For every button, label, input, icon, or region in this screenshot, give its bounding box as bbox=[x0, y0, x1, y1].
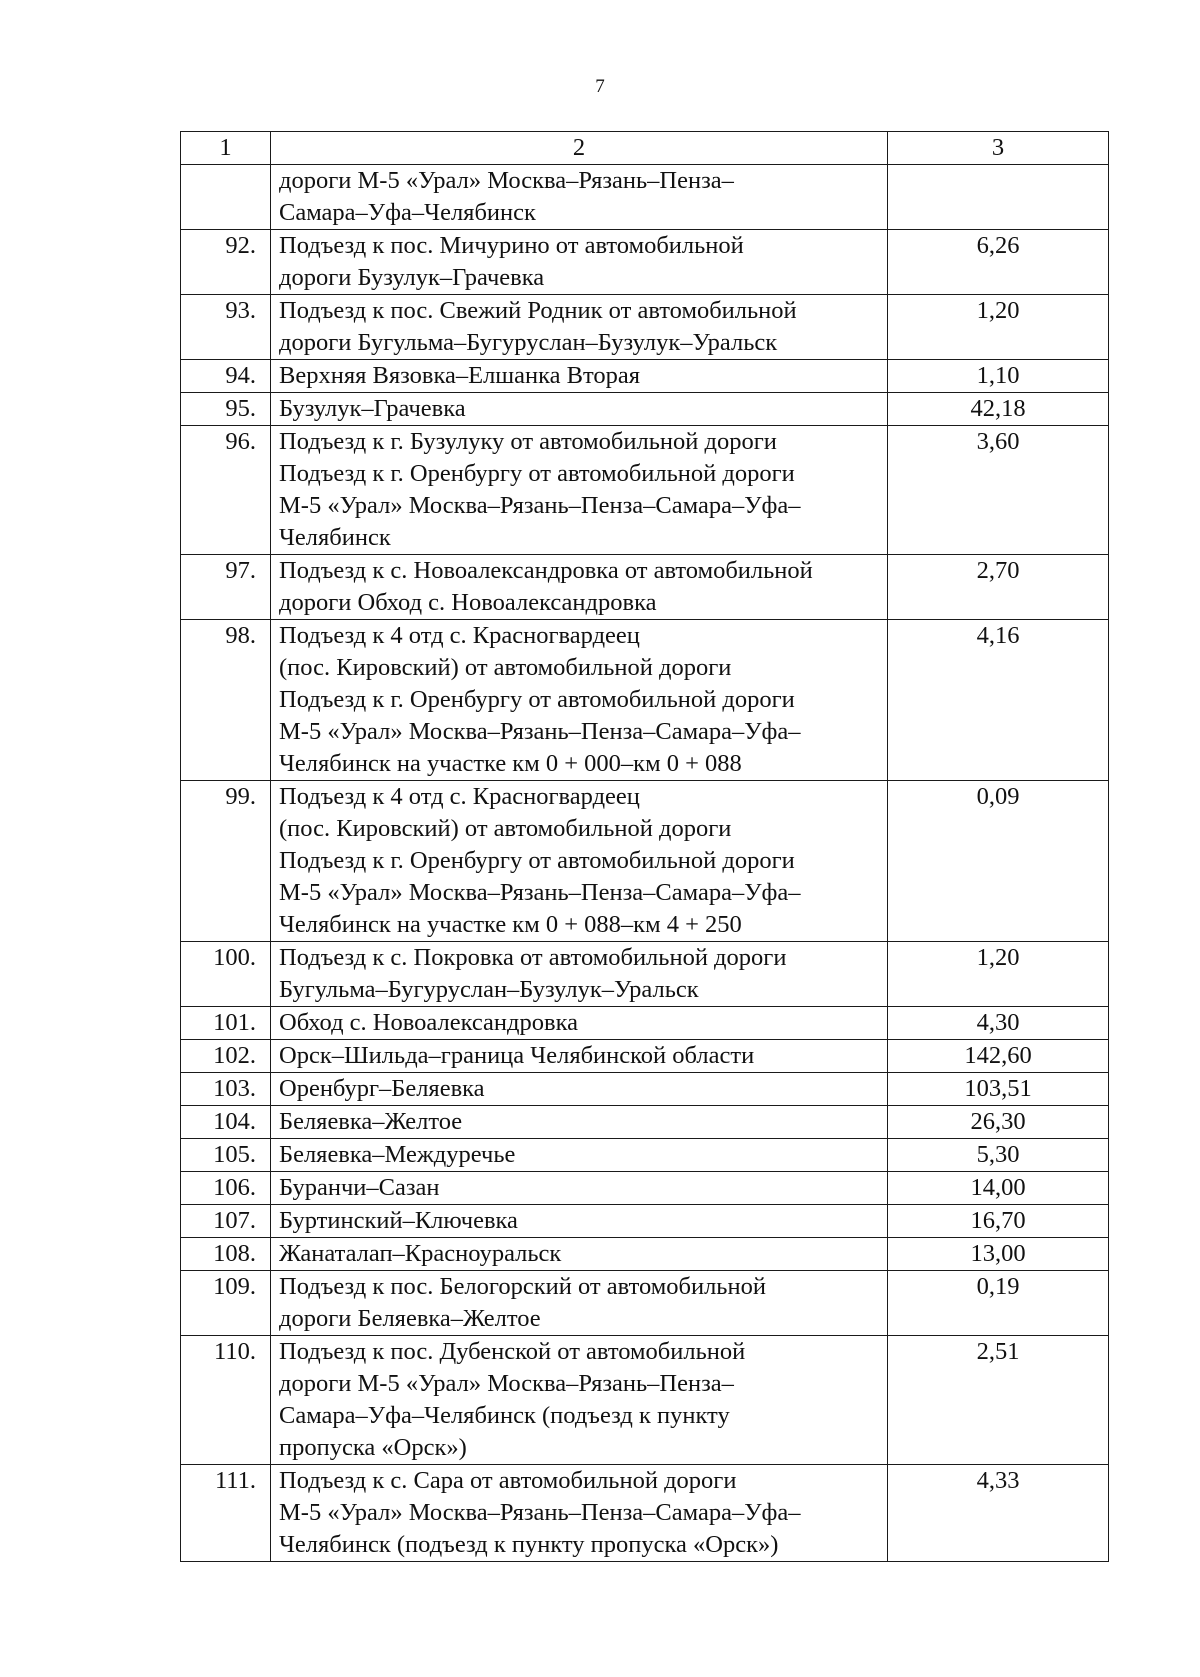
road-name-line: (пос. Кировский) от автомобильной дороги bbox=[279, 654, 732, 681]
table-row bbox=[181, 1007, 1109, 1040]
table-row bbox=[181, 360, 1109, 393]
table-row bbox=[181, 426, 1109, 555]
table-row bbox=[181, 1139, 1109, 1172]
road-name-cell bbox=[271, 555, 888, 620]
row-number-cell: 111. bbox=[181, 1465, 271, 1562]
road-length-cell: 42,18 bbox=[888, 393, 1109, 426]
road-name-cell bbox=[271, 1172, 888, 1205]
table-row bbox=[181, 620, 1109, 781]
header-cell-number: 1 bbox=[181, 132, 271, 165]
road-name-line: пропуска «Орск») bbox=[279, 1434, 467, 1461]
road-name-line: Буранчи–Сазан bbox=[279, 1174, 440, 1201]
table-row bbox=[181, 942, 1109, 1007]
road-length-cell: 5,30 bbox=[888, 1139, 1109, 1172]
road-name-cell bbox=[271, 1139, 888, 1172]
row-number-cell: 103. bbox=[181, 1073, 271, 1106]
road-name-cell bbox=[271, 781, 888, 942]
road-name-line: М-5 «Урал» Москва–Рязань–Пенза–Самара–Уфа– bbox=[279, 718, 801, 745]
page-number: 7 bbox=[595, 76, 605, 97]
row-number-cell: 94. bbox=[181, 360, 271, 393]
row-number-cell bbox=[181, 165, 271, 230]
row-number-cell: 97. bbox=[181, 555, 271, 620]
road-name-cell bbox=[271, 1106, 888, 1139]
road-name-line: Челябинск на участке км 0 + 088–км 4 + 250 bbox=[279, 911, 742, 938]
road-name-cell bbox=[271, 1336, 888, 1465]
table-row bbox=[181, 1205, 1109, 1238]
road-name-line: Подъезд к пос. Свежий Родник от автомобильной bbox=[279, 297, 797, 324]
road-name-line: Беляевка–Желтое bbox=[279, 1108, 463, 1135]
road-name-cell bbox=[271, 1073, 888, 1106]
road-name-line: Подъезд к г. Оренбургу от автомобильной дороги bbox=[279, 847, 795, 874]
row-number-cell: 104. bbox=[181, 1106, 271, 1139]
road-name-cell bbox=[271, 942, 888, 1007]
table-row bbox=[181, 1106, 1109, 1139]
road-name-cell bbox=[271, 165, 888, 230]
road-name-cell bbox=[271, 393, 888, 426]
road-name-line: Бузулук–Грачевка bbox=[279, 395, 466, 422]
table-row bbox=[181, 1073, 1109, 1106]
road-name-cell bbox=[271, 295, 888, 360]
road-name-line: Подъезд к г. Оренбургу от автомобильной дороги bbox=[279, 460, 795, 487]
row-number-cell: 92. bbox=[181, 230, 271, 295]
road-name-line: Буртинский–Ключевка bbox=[279, 1207, 518, 1234]
table-row bbox=[181, 393, 1109, 426]
road-length-cell: 4,30 bbox=[888, 1007, 1109, 1040]
road-name-line: Подъезд к пос. Белогорский от автомобильной bbox=[279, 1273, 766, 1300]
road-name-cell bbox=[271, 1271, 888, 1336]
road-name-line: Подъезд к с. Новоалександровка от автомобильной bbox=[279, 557, 813, 584]
road-length-cell: 6,26 bbox=[888, 230, 1109, 295]
road-name-line: Подъезд к 4 отд с. Красногвардеец bbox=[279, 622, 640, 649]
road-name-cell bbox=[271, 1040, 888, 1073]
table-row bbox=[181, 1271, 1109, 1336]
road-name-line: Обход с. Новоалександровка bbox=[279, 1009, 578, 1036]
table-header-row bbox=[181, 132, 1109, 165]
road-name-line: Челябинск bbox=[279, 524, 391, 551]
row-number-cell: 108. bbox=[181, 1238, 271, 1271]
road-name-line: Подъезд к 4 отд с. Красногвардеец bbox=[279, 783, 640, 810]
road-name-cell bbox=[271, 1465, 888, 1562]
header-cell-length: 3 bbox=[888, 132, 1109, 165]
road-name-line: Подъезд к с. Покровка от автомобильной дороги bbox=[279, 944, 787, 971]
road-name-line: Верхняя Вязовка–Елшанка Вторая bbox=[279, 362, 641, 389]
row-number-cell: 105. bbox=[181, 1139, 271, 1172]
road-length-cell: 3,60 bbox=[888, 426, 1109, 555]
road-length-cell: 26,30 bbox=[888, 1106, 1109, 1139]
row-number-cell: 102. bbox=[181, 1040, 271, 1073]
road-name-line: Подъезд к с. Сара от автомобильной дороги bbox=[279, 1467, 737, 1494]
table-row bbox=[181, 295, 1109, 360]
road-name-line: Подъезд к г. Бузулуку от автомобильной дороги bbox=[279, 428, 777, 455]
road-name-line: дороги Бугульма–Бугуруслан–Бузулук–Уральск bbox=[279, 329, 778, 356]
row-number-cell: 107. bbox=[181, 1205, 271, 1238]
row-number-cell: 95. bbox=[181, 393, 271, 426]
road-name-line: дороги М-5 «Урал» Москва–Рязань–Пенза– bbox=[279, 1370, 734, 1397]
road-name-line: М-5 «Урал» Москва–Рязань–Пенза–Самара–Уфа– bbox=[279, 1499, 801, 1526]
table-row bbox=[181, 230, 1109, 295]
table-row bbox=[181, 1172, 1109, 1205]
table-row bbox=[181, 1465, 1109, 1562]
road-name-line: дороги Бузулук–Грачевка bbox=[279, 264, 545, 291]
road-name-line: М-5 «Урал» Москва–Рязань–Пенза–Самара–Уфа– bbox=[279, 879, 801, 906]
header-cell-name: 2 bbox=[271, 132, 888, 165]
row-number-cell: 99. bbox=[181, 781, 271, 942]
road-name-line: Подъезд к г. Оренбургу от автомобильной дороги bbox=[279, 686, 795, 713]
road-length-cell: 4,16 bbox=[888, 620, 1109, 781]
roads-table bbox=[180, 131, 1109, 1562]
road-name-cell bbox=[271, 426, 888, 555]
road-name-line: Челябинск на участке км 0 + 000–км 0 + 088 bbox=[279, 750, 742, 777]
table-row bbox=[181, 555, 1109, 620]
road-length-cell: 16,70 bbox=[888, 1205, 1109, 1238]
road-length-cell: 2,70 bbox=[888, 555, 1109, 620]
road-length-cell: 0,19 bbox=[888, 1271, 1109, 1336]
row-number-cell: 110. bbox=[181, 1336, 271, 1465]
road-name-line: Подъезд к пос. Мичурино от автомобильной bbox=[279, 232, 744, 259]
row-number-cell: 98. bbox=[181, 620, 271, 781]
road-name-cell bbox=[271, 1238, 888, 1271]
road-name-line: дороги Обход с. Новоалександровка bbox=[279, 589, 657, 616]
road-name-cell bbox=[271, 360, 888, 393]
road-name-line: (пос. Кировский) от автомобильной дороги bbox=[279, 815, 732, 842]
road-name-line: Подъезд к пос. Дубенской от автомобильной bbox=[279, 1338, 746, 1365]
road-name-line: М-5 «Урал» Москва–Рязань–Пенза–Самара–Уфа– bbox=[279, 492, 801, 519]
road-length-cell: 2,51 bbox=[888, 1336, 1109, 1465]
table-row bbox=[181, 1238, 1109, 1271]
road-name-line: Самара–Уфа–Челябинск (подъезд к пункту bbox=[279, 1402, 730, 1429]
table-row bbox=[181, 165, 1109, 230]
road-name-line: Орск–Шильда–граница Челябинской области bbox=[279, 1042, 755, 1069]
road-name-line: Челябинск (подъезд к пункту пропуска «Орск») bbox=[279, 1531, 779, 1558]
row-number-cell: 106. bbox=[181, 1172, 271, 1205]
table-row bbox=[181, 1040, 1109, 1073]
road-name-cell bbox=[271, 620, 888, 781]
road-name-line: Самара–Уфа–Челябинск bbox=[279, 199, 536, 226]
row-number-cell: 109. bbox=[181, 1271, 271, 1336]
road-length-cell: 1,10 bbox=[888, 360, 1109, 393]
road-length-cell: 1,20 bbox=[888, 295, 1109, 360]
road-length-cell: 4,33 bbox=[888, 1465, 1109, 1562]
road-name-line: дороги Беляевка–Желтое bbox=[279, 1305, 541, 1332]
table-body bbox=[181, 132, 1109, 1562]
road-name-line: Бугульма–Бугуруслан–Бузулук–Уральск bbox=[279, 976, 699, 1003]
road-name-cell bbox=[271, 230, 888, 295]
road-name-cell bbox=[271, 1205, 888, 1238]
road-length-cell: 13,00 bbox=[888, 1238, 1109, 1271]
road-length-cell: 1,20 bbox=[888, 942, 1109, 1007]
road-name-line: Жанаталап–Красноуральск bbox=[279, 1240, 562, 1267]
road-length-cell: 142,60 bbox=[888, 1040, 1109, 1073]
road-length-cell: 0,09 bbox=[888, 781, 1109, 942]
road-name-cell bbox=[271, 1007, 888, 1040]
road-length-cell: 103,51 bbox=[888, 1073, 1109, 1106]
table-row bbox=[181, 1336, 1109, 1465]
row-number-cell: 100. bbox=[181, 942, 271, 1007]
row-number-cell: 101. bbox=[181, 1007, 271, 1040]
road-length-cell: 14,00 bbox=[888, 1172, 1109, 1205]
road-name-line: Беляевка–Междуречье bbox=[279, 1141, 516, 1168]
road-name-line: Оренбург–Беляевка bbox=[279, 1075, 485, 1102]
road-length-cell bbox=[888, 165, 1109, 230]
table-row bbox=[181, 781, 1109, 942]
road-name-line: дороги М-5 «Урал» Москва–Рязань–Пенза– bbox=[279, 167, 734, 194]
row-number-cell: 93. bbox=[181, 295, 271, 360]
row-number-cell: 96. bbox=[181, 426, 271, 555]
